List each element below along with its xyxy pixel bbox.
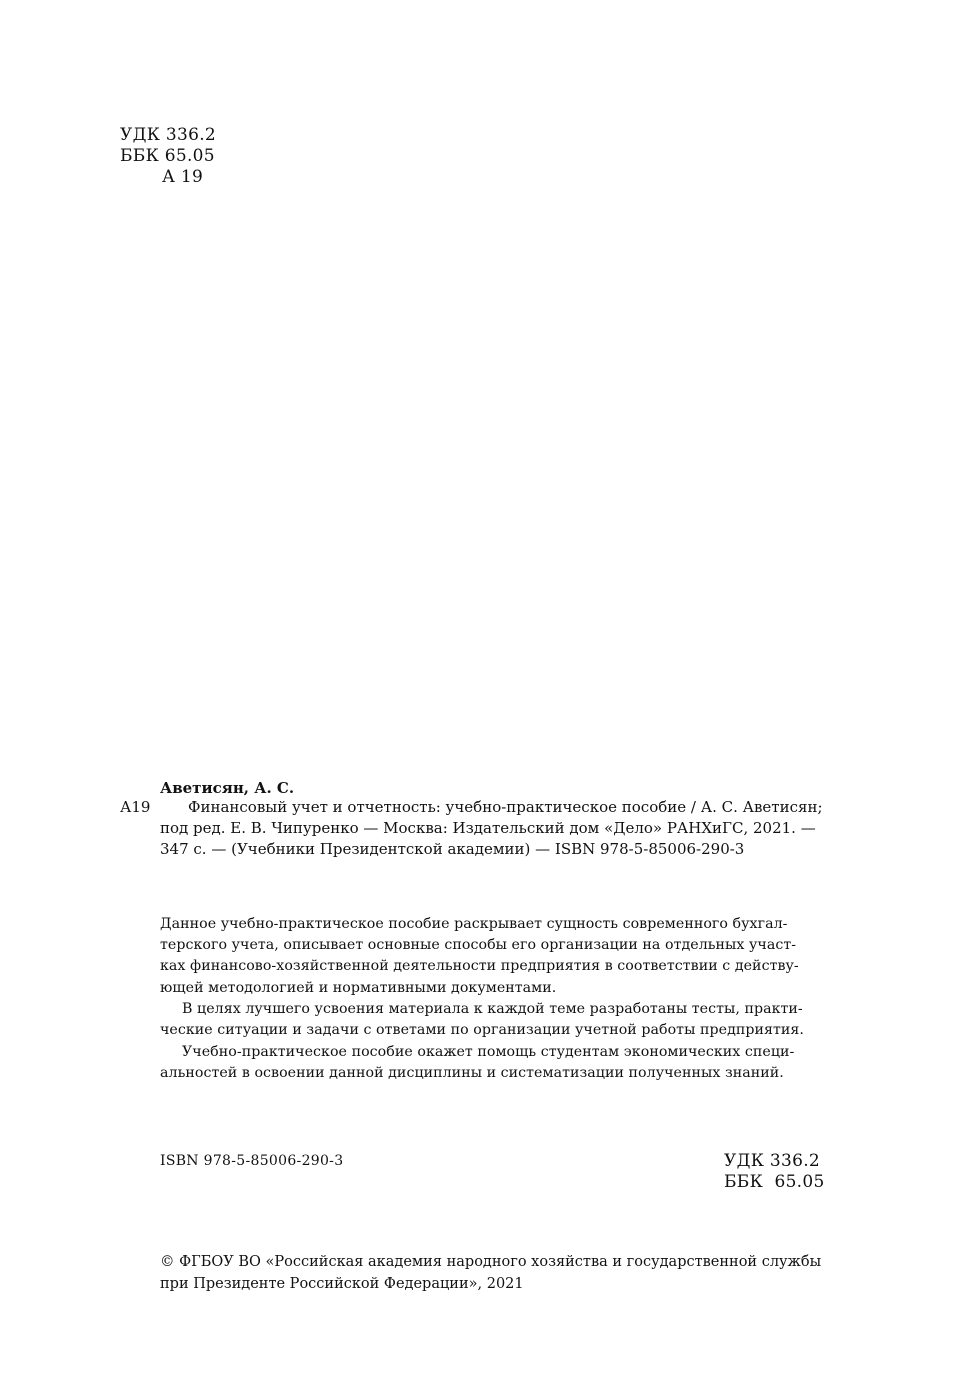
author-name: Аветисян, А. С. [160,779,295,797]
annotation-line: В целях лучшего усвоения материала к каждой теме разработаны тесты, практи- [182,1001,803,1017]
udk-top: УДК 336.2 [120,125,217,145]
annotation-line: Учебно-практическое пособие окажет помощь студентам экономических специ- [182,1044,795,1060]
annotation-line: ческие ситуации и задачи с ответами по организации учетной работы предприятия. [160,1022,804,1038]
biblio-line: Финансовый учет и отчетность: учебно-практическое пособие / А. С. Аветисян; [188,798,823,816]
copyright-line: при Президенте Российской Федерации», 2021 [160,1276,524,1292]
copyright-line: © ФГБОУ ВО «Российская академия народного хозяйства и государственной службы [160,1254,822,1270]
annotation-line: Данное учебно-практическое пособие раскрывает сущность современного бухгал- [160,916,788,932]
annotation-line: ющей методологией и нормативными документами. [160,980,557,996]
udk-bottom: УДК 336.2 [724,1151,821,1171]
annotation-line: терского учета, описывает основные способы его организации на отдельных участ- [160,937,797,953]
annotation-line: альностей в освоении данной дисциплины и систематизации полученных знаний. [160,1065,784,1081]
bbk-bottom: ББК 65.05 [724,1172,825,1192]
biblio-line: под ред. Е. В. Чипуренко — Москва: Издательский дом «Дело» РАНХиГС, 2021. — [160,819,816,837]
author-code: А19 [120,798,151,816]
author-mark-top: А 19 [162,167,204,187]
biblio-line: 347 с. — (Учебники Президентской академии) — ISBN 978-5-85006-290-3 [160,840,745,858]
annotation-line: ках финансово-хозяйственной деятельности предприятия в соответствии с действу- [160,958,799,974]
bbk-top: ББК 65.05 [120,146,215,166]
isbn: ISBN 978-5-85006-290-3 [160,1153,344,1169]
